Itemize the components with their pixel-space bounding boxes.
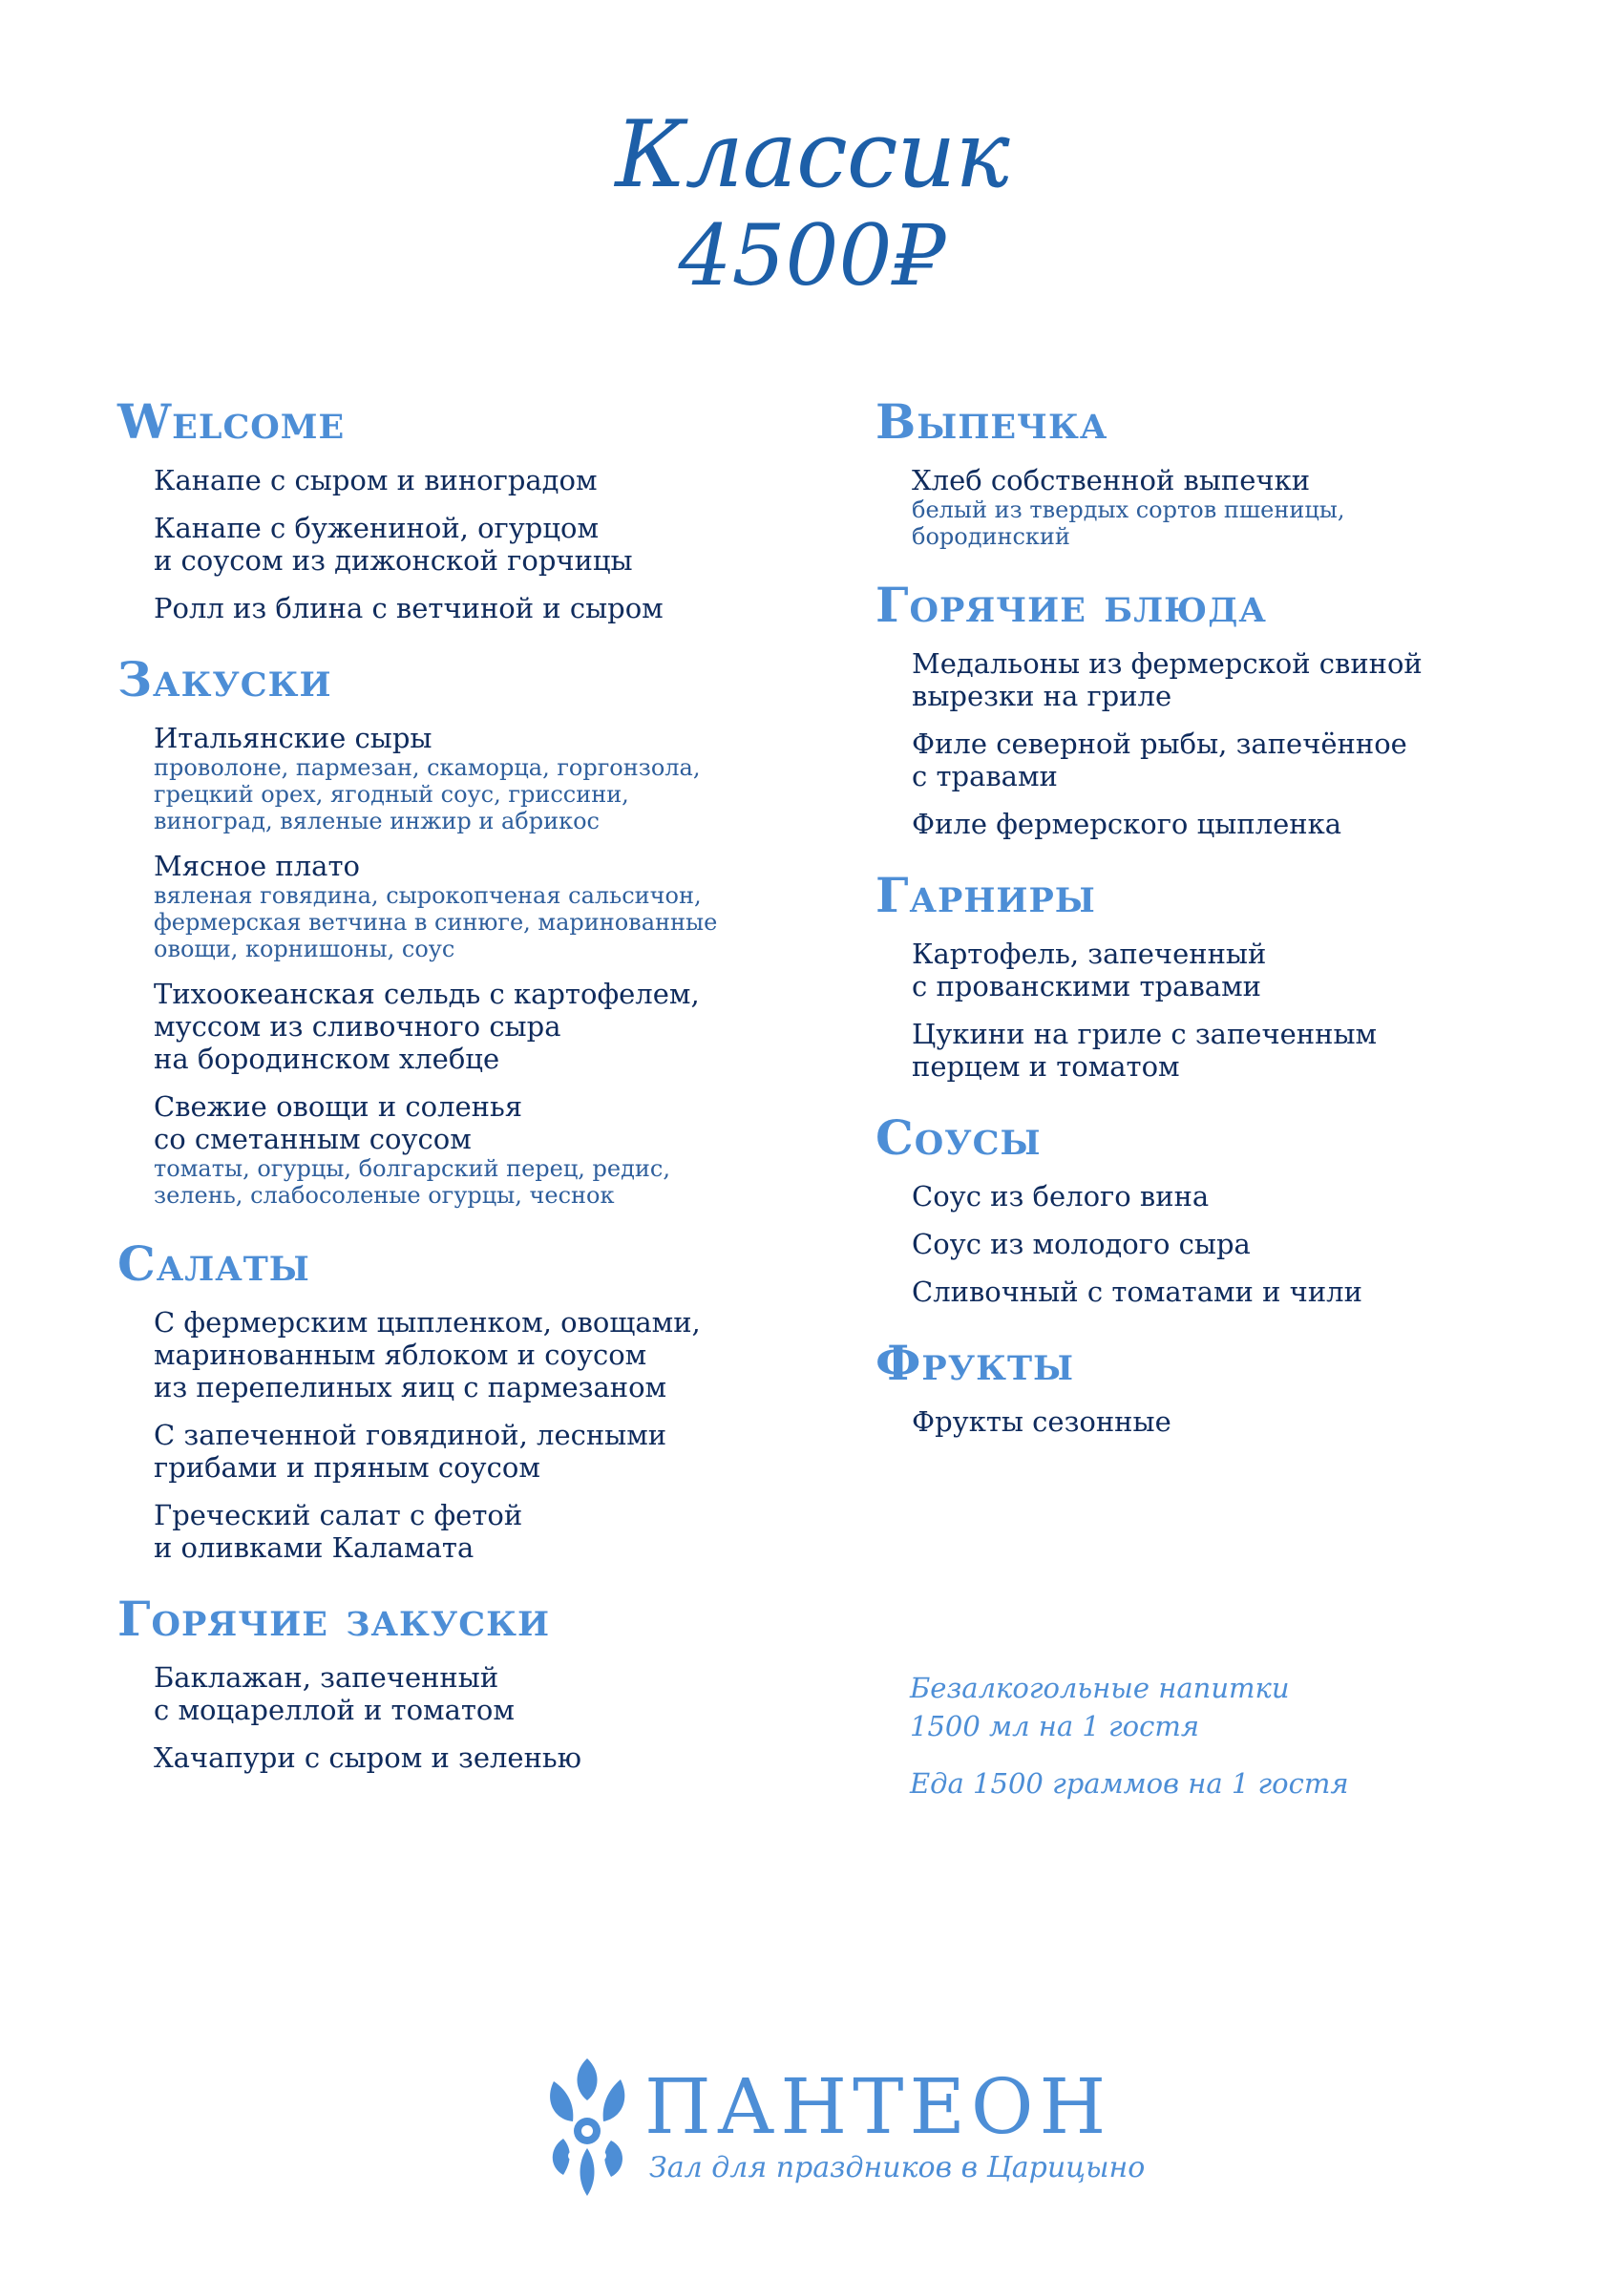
section-title: Фрукты [875,1335,1075,1391]
menu-section [875,1111,1544,1308]
menu-item [154,1661,786,1726]
menu-item-name: Цукини на гриле с запеченным перцем и томатом [912,1018,1378,1083]
section-items [912,647,1544,840]
menu-section [875,579,1544,840]
menu-item-description: белый из твердых сортов пшеницы, бородинский [912,496,1345,550]
section-items [912,1180,1544,1308]
menu-item [154,1306,786,1403]
section-title: Горячие закуски [117,1591,551,1647]
menu-item-name: С фермерским цыпленком, овощами, маринованным яблоком и соусом из перепелиных яиц с пармезаном [154,1306,701,1403]
menu-item [154,1741,786,1774]
menu-item-name: Фрукты сезонные [912,1405,1171,1438]
menu-section [117,395,786,624]
menu-item-name: Итальянские сыры [154,722,432,754]
menu-item-name: Филе фермерского цыпленка [912,808,1341,840]
menu-item-name: Тихоокеанская сельдь с картофелем, муссом из сливочного сыра на бородинском хлебце [154,978,700,1075]
section-title: Горячие блюда [875,577,1267,633]
section-title: Закуски [117,651,332,707]
menu-item [912,808,1544,840]
menu-item-description: вяленая говядина, сырокопченая сальсичон, фермерская ветчина в синюге, маринованные овощи, корнишоны, соус [154,882,718,962]
menu-item-name: Хачапури с сыром и зеленью [154,1741,581,1774]
left-column [117,395,786,1803]
menu-item [154,1499,786,1564]
section-items [154,722,786,1209]
menu-item-name: Канапе с бужениной, огурцом и соусом из дижонской горчицы [154,512,633,577]
menu-item [912,1018,1544,1083]
section-items [154,1306,786,1564]
section-title: Гарниры [875,867,1096,923]
menu-item [154,1419,786,1484]
venue-name: ПАНТЕОН [644,2062,1112,2151]
menu-title: Классик [615,101,1009,208]
floral-ornament-icon [535,2053,640,2205]
menu-item-name: Греческий салат с фетой и оливками Каламата [154,1499,523,1564]
section-title: Выпечка [875,393,1108,450]
food-note: Еда 1500 граммов на 1 гостя [910,1767,1349,1800]
menu-item-name: Соус из молодого сыра [912,1228,1251,1260]
menu-item [154,592,786,624]
menu-section [875,395,1544,550]
menu-notes [910,1669,1502,1822]
menu-item-name: Хлеб собственной выпечки [912,464,1311,496]
menu-item-name: Ролл из блина с ветчиной и сыром [154,592,664,624]
menu-item-description: проволоне, пармезан, скаморца, горгонзола, грецкий орех, ягодный соус, гриссини, виноград, вяленые инжир и абрикос [154,754,701,834]
menu-item [912,1276,1544,1308]
menu-section [117,1592,786,1774]
section-items [154,464,786,624]
venue-tagline: Зал для праздников в Царицыно [649,2151,1146,2184]
venue-logo [535,2053,1146,2205]
menu-item [154,850,786,962]
menu-item [154,978,786,1075]
menu-section [117,653,786,1209]
menu-item [912,464,1544,550]
menu-item-name: Картофель, запеченный с прованскими травами [912,938,1267,1002]
menu-item [154,1090,786,1209]
menu-item-description: томаты, огурцы, болгарский перец, редис, зелень, слабосоленые огурцы, чеснок [154,1155,670,1209]
drinks-note: Безалкогольные напитки 1500 мл на 1 гостя [910,1672,1290,1742]
menu-item-name: С запеченной говядиной, лесными грибами и пряным соусом [154,1419,667,1484]
section-items [912,938,1544,1083]
menu-item [154,722,786,834]
section-items [912,464,1544,550]
menu-item [154,464,786,496]
menu-item [912,1405,1544,1438]
menu-item-name: Филе северной рыбы, запечённое с травами [912,728,1407,792]
section-items [912,1405,1544,1438]
menu-section [875,1337,1544,1438]
menu-item-name: Баклажан, запеченный с моцареллой и томатом [154,1661,515,1726]
menu-item-name: Свежие овощи и соленья со сметанным соусом [154,1090,523,1155]
menu-price: 4500₽ [678,206,946,305]
section-title: Соусы [875,1109,1042,1166]
menu-item-name: Сливочный с томатами и чили [912,1276,1362,1308]
menu-item [912,1180,1544,1213]
menu-item [912,938,1544,1002]
menu-item-name: Канапе с сыром и виноградом [154,464,598,496]
right-column [875,395,1544,1466]
menu-section [875,869,1544,1083]
menu-item [912,647,1544,712]
section-title: Салаты [117,1235,310,1292]
section-title: Welcome [117,393,346,450]
menu-item-name: Соус из белого вина [912,1180,1210,1213]
menu-item [912,728,1544,792]
menu-item [154,512,786,577]
section-items [154,1661,786,1774]
menu-section [117,1237,786,1564]
menu-item [912,1228,1544,1260]
menu-item-name: Мясное плато [154,850,360,882]
menu-item-name: Медальоны из фермерской свиной вырезки на гриле [912,647,1423,712]
